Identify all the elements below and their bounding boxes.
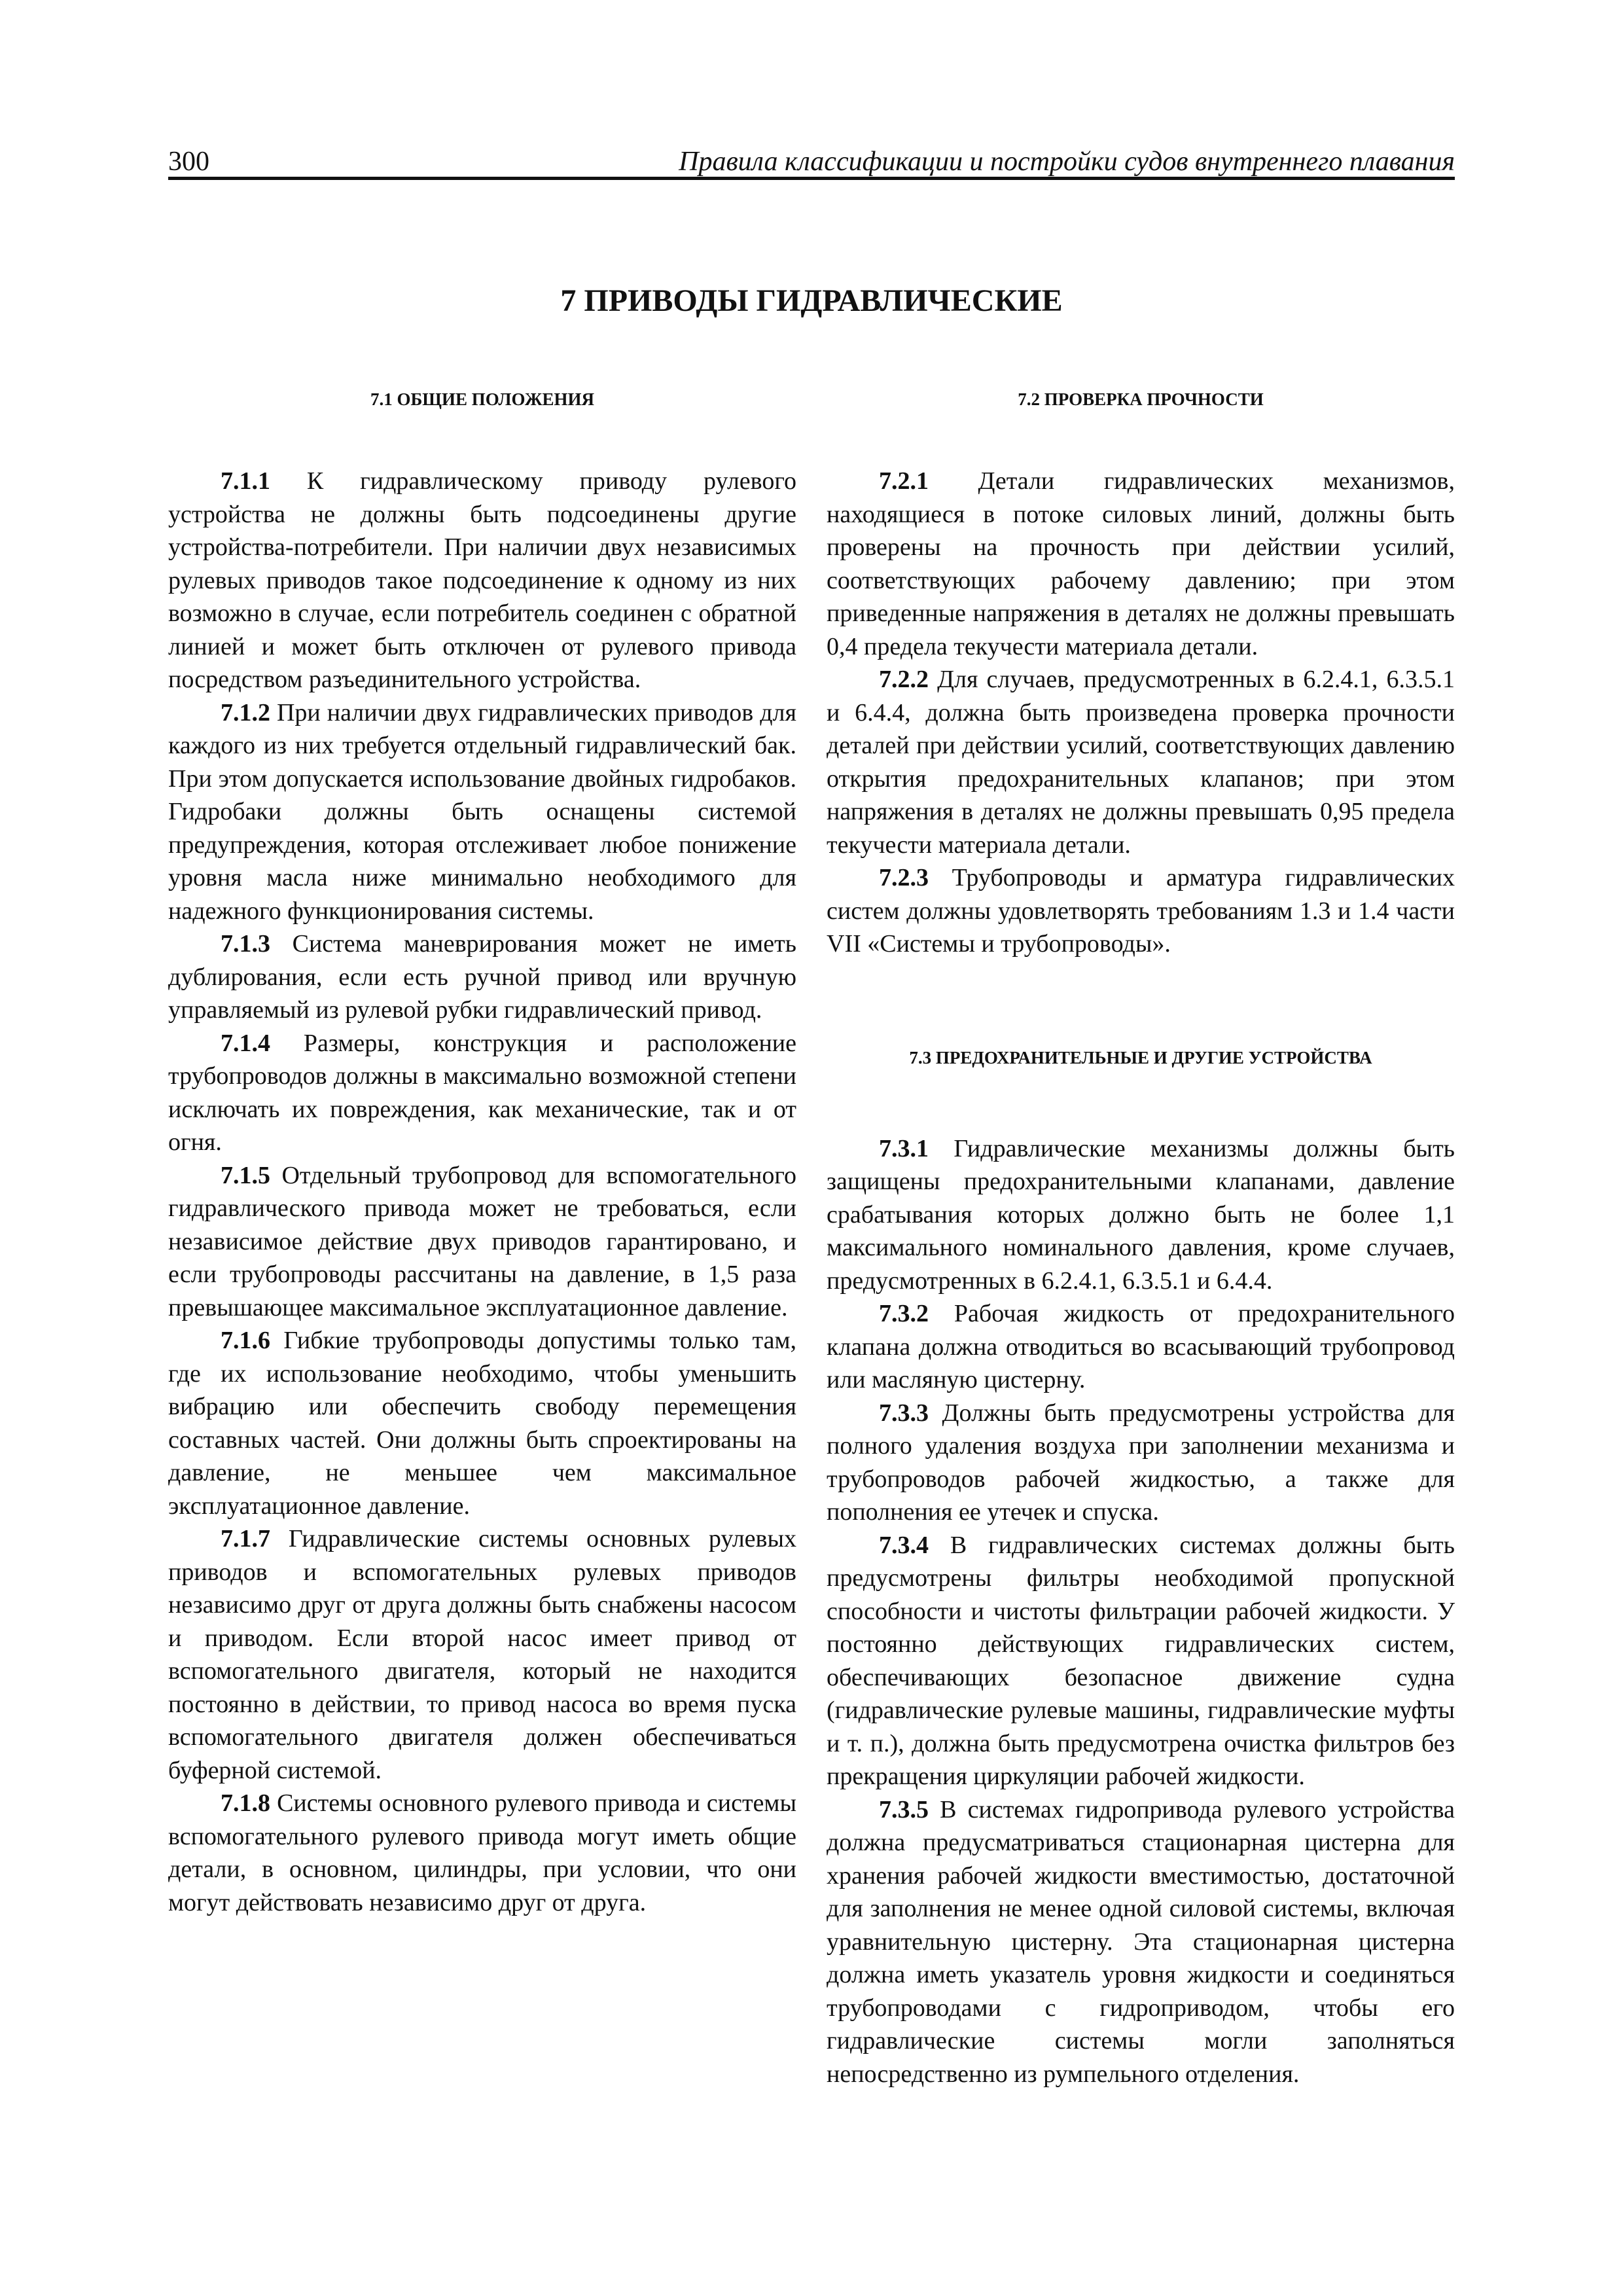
section-heading-7-2: 7.2 ПРОВЕРКА ПРОЧНОСТИ	[1018, 389, 1264, 409]
running-title: Правила классификации и постройки судов внутреннего плавания	[679, 147, 1455, 177]
section-heading-7-3: 7.3 ПРЕДОХРАНИТЕЛЬНЫЕ И ДРУГИЕ УСТРОЙСТВА	[909, 1047, 1372, 1067]
paragraph-number: 7.1.5	[221, 1161, 270, 1189]
paragraph-number: 7.1.4	[221, 1029, 270, 1057]
page-number: 300	[168, 147, 209, 177]
header-rule	[168, 177, 1455, 180]
paragraph-7-1-7	[168, 1522, 796, 1787]
paragraph-number: 7.1.3	[221, 930, 270, 958]
paragraph-7-3-4	[827, 1529, 1455, 1793]
right-column	[827, 387, 1455, 2090]
paragraph-7-1-4	[168, 1027, 796, 1159]
paragraph-text: Системы основного рулевого привода и системы вспомогательного рулевого привода могут иметь общие детали, в основном, цилиндры, при условии, что они могут действовать независимо друг от друга.	[168, 1789, 797, 1916]
paragraph-text: Для случаев, предусмотренных в 6.2.4.1, 6.3.5.1 и 6.4.4, должна быть произведена проверка прочности деталей при действии усилий, соответствующих давлению открытия предохранительных клапанов; при этом напряжения в деталях не должны превышать 0,95 предела текучести материала детали.	[827, 666, 1455, 859]
section-heading-7-1: 7.1 ОБЩИЕ ПОЛОЖЕНИЯ	[370, 389, 595, 409]
paragraph-number: 7.1.2	[221, 698, 270, 726]
paragraph-number: 7.2.3	[879, 864, 929, 891]
paragraph-7-1-3	[168, 927, 796, 1027]
paragraph-text: Гидравлические механизмы должны быть защищены предохранительными клапанами, давление срабатывания которых должно быть не более 1,1 максимального номинального давления, кроме случаев, предусмотренных в 6.2.4.1, 6.3.5.1 и 6.4.4.	[827, 1134, 1455, 1295]
paragraph-7-2-2	[827, 663, 1455, 861]
paragraph-number: 7.3.3	[879, 1399, 929, 1427]
paragraph-7-3-5	[827, 1793, 1455, 2091]
paragraph-text: Гидравлические системы основных рулевых приводов и вспомогательных рулевых приводов независимо друг от друга должны быть снабжены насосом и приводом. Если второй насос имеет привод от вспомогательного двигателя, который не находится постоянно в действии, то привод насоса во время пуска вспомогательного двигателя должен обеспечиваться буферной системой.	[168, 1525, 796, 1784]
paragraph-7-3-3	[827, 1397, 1455, 1529]
paragraph-number: 7.3.1	[879, 1134, 929, 1162]
page-header	[168, 145, 1455, 178]
chapter-title: 7 ПРИВОДЫ ГИДРАВЛИЧЕСКИЕ	[560, 283, 1063, 318]
left-column	[168, 387, 796, 1919]
paragraph-text: Система маневрирования может не иметь дублирования, если есть ручной привод или вручную управляемый из рулевой рубки гидравлический привод.	[168, 930, 797, 1024]
paragraph-number: 7.1.8	[221, 1789, 270, 1817]
paragraph-7-1-2	[168, 696, 796, 928]
paragraph-number: 7.1.6	[221, 1327, 270, 1354]
paragraph-7-1-5	[168, 1159, 796, 1325]
paragraph-number: 7.2.1	[879, 467, 929, 495]
paragraph-text: Детали гидравлических механизмов, находящиеся в потоке силовых линий, должны быть проверены на прочность при действии усилий, соответствующих рабочему давлению; при этом приведенные напряжения в деталях не должны превышать 0,4 предела текучести материала детали.	[827, 467, 1455, 660]
paragraph-7-1-8	[168, 1787, 796, 1919]
paragraph-text: Отдельный трубопровод для вспомогательного гидравлического привода может не требоваться, если независимое действие двух приводов гарантировано, и если трубопроводы рассчитаны на давление, в 1,5 раза превышающее максимальное эксплуатационное давление.	[168, 1161, 796, 1321]
paragraph-text: В системах гидропривода рулевого устройства должна предусматриваться стационарная цистерна для хранения рабочей жидкости вместимостью, достаточной для заполнения не менее одной силовой системы, включая уравнительную цистерну. Эта стационарная цистерна должна иметь указатель уровня жидкости и соединяться трубопроводами с гидроприводом, чтобы его гидравлические системы могли заполняться непосредственно из румпельного отделения.	[827, 1795, 1455, 2088]
paragraph-number: 7.1.1	[221, 467, 270, 495]
paragraph-text: Гибкие трубопроводы допустимы только там, где их использование необходимо, чтобы уменьшить вибрацию или обеспечить свободу перемещения составных частей. Они должны быть спроектированы на давление, не меньшее чем максимальное эксплуатационное давление.	[168, 1327, 796, 1520]
paragraph-text: Трубопроводы и арматура гидравлических систем должны удовлетворять требованиям 1.3 и 1.4 части VII «Системы и трубопроводы».	[827, 864, 1455, 958]
paragraph-text: При наличии двух гидравлических приводов для каждого из них требуется отдельный гидравлический бак. При этом допускается использование двойных гидробаков. Гидробаки должны быть оснащены системой предупреждения, которая отслеживает любое понижение уровня масла ниже минимально необходимого для надежного функционирования системы.	[168, 698, 797, 925]
paragraph-text: К гидравлическому приводу рулевого устройства не должны быть подсоединены другие устройства-потребители. При наличии двух независимых рулевых приводов такое подсоединение к одному из них возможно в случае, если потребитель соединен с обратной линией и может быть отключен от рулевого привода посредством разъединительного устройства.	[168, 467, 796, 693]
paragraph-number: 7.3.5	[879, 1795, 929, 1823]
paragraph-7-2-3	[827, 861, 1455, 961]
paragraph-text: В гидравлических системах должны быть предусмотрены фильтры необходимой пропускной способности и чистоты фильтрации рабочей жидкости. У постоянно действующих гидравлических систем, обеспечивающих безопасное движение судна (гидравлические рулевые машины, гидравлические муфты и т. п.), должна быть предусмотрена очистка фильтров без прекращения циркуляции рабочей жидкости.	[827, 1531, 1455, 1790]
paragraph-number: 7.2.2	[879, 666, 929, 693]
paragraph-number: 7.1.7	[221, 1525, 270, 1552]
paragraph-7-3-2	[827, 1297, 1455, 1397]
paragraph-text: Размеры, конструкция и расположение трубопроводов должны в максимально возможной степени исключать их повреждения, как механические, так и от огня.	[168, 1029, 797, 1156]
paragraph-number: 7.3.2	[879, 1300, 929, 1327]
paragraph-text: Должны быть предусмотрены устройства для полного удаления воздуха при заполнении механизма и трубопроводов рабочей жидкостью, а также для пополнения ее утечек и спуска.	[827, 1399, 1455, 1526]
paragraph-7-1-1	[168, 465, 796, 696]
paragraph-number: 7.3.4	[879, 1531, 929, 1559]
paragraph-text: Рабочая жидкость от предохранительного клапана должна отводиться во всасывающий трубопровод или масляную цистерну.	[827, 1300, 1455, 1393]
paragraph-7-3-1	[827, 1132, 1455, 1298]
paragraph-7-2-1	[827, 465, 1455, 663]
paragraph-7-1-6	[168, 1324, 796, 1522]
